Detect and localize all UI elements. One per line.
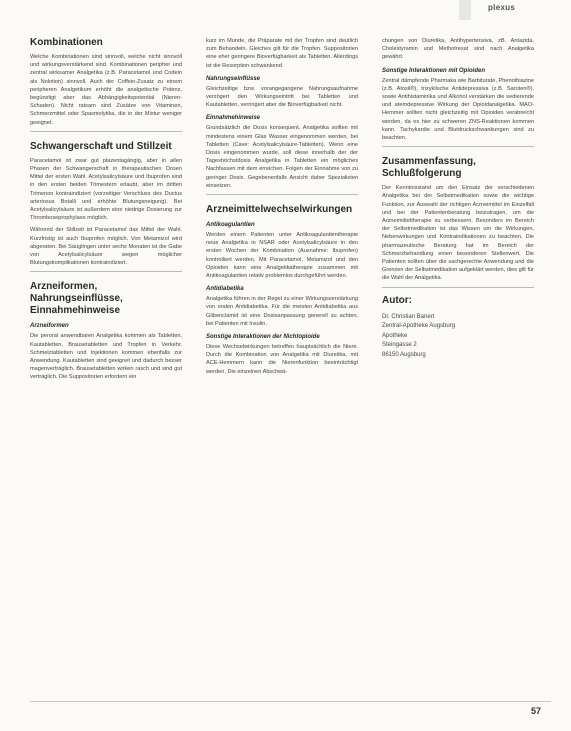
separator [382,287,534,289]
paragraph-continued: kurz im Munde, die Präparate mit der Tropfen sind deutlich zum Behandeln. Gleiches gilt für die Tropfen. Suppositorien eine eher geringere Bioverfügbarkeit als Tabletten. Allerdings ist die Resorption schwankend. [206,38,358,69]
paragraph-einnahmehinweise: Grundsätzlich die Dosis konsequent. Analgetika sollten mit mindestens einem Glas Wasser eingenommen werden, bei Tabletten (Cave: Acetylsalicylsäure-Tabletten). Wenn eine Dosis eingenommen wurde, soll diese innerhalb der der Tageshöchstdosis Analgetika in Tabletten ein mögliches Nachfassen mit dem erreichen. Folgen der Einnahme von zu geringer Dosis. Gegebenenfalls Ansicht daher Spezialisten einsetzen. [206,125,358,189]
author-heading: Autor: [382,294,412,306]
column-2 [206,37,358,380]
separator [30,131,182,133]
author-city: 86150 Augsburg [382,351,426,358]
paragraph-antikoagulantien: Werden einem Patienten unter Antikoagulantientherapie neue Analgetika in NSAR oder Acetylsalicylsäure in den ersten Wochen der Kombination (Ausnahme: Ibuprofen) kontrolliert werden. Mit Paracetamol, Metamizol und den Opioiden kann eine Analgetikatherapie zusammen mit Antikoagulantien relativ problemlos durchgeführt werden. [206,232,358,280]
subheading-antikoagulantien: Antikoagulantien [206,222,255,229]
heading-schwangerschaft: Schwangerschaft und Stillzeit [30,140,172,152]
author-address [382,313,534,360]
subheading-arzneiformen: Arzneiformen [30,323,69,330]
author-org-type: Apotheke [382,332,408,339]
page-number: 57 [531,706,542,716]
paragraph-schwangerschaft-1: Paracetamol ist zwar gut plazentagängig, aber in allen Phasen der Schwangerschaft in therapeutischen Dosen Mittel der ersten Wahl. Acetylsalicylsäure und Ibuprofen sind in den ersten beiden Trimestern erlaubt, aber im dritten Trimenon kontraindiziert (vorzeitiger Verschluss des Ductus arteriosus Botalli und erhöhte Blutungsneigung). Bei Acetylsalicylsäure ist außerdem eine niedrige Dosierung zur Thromboseprophylaxe möglich. [30,157,182,222]
page-tab-marker [459,0,471,20]
running-head: plexus [488,3,516,12]
author-name: Dr. Christian Banert [382,313,435,320]
column-3 [382,37,534,360]
footer-rule [30,701,551,702]
separator [382,146,534,148]
subheading-antidiabetika: Antidiabetika [206,286,244,293]
separator [206,194,358,196]
paragraph-schwangerschaft-2: Während der Stillzeit ist Paracetamol das Mittel der Wahl. Kurzfristig ist auch Ibuprofen möglich. Von Metamizol wird abgeraten. Bei Säuglingen unter sechs Monaten ist die Gabe von Acetylsalicylsäure wegen möglicher Blutungskomplikationen kontraindiziert. [30,227,182,267]
paragraph-antidiabetika: Analgetika führen in der Regel zu einer Wirkungsverstärkung von oralen Antidiabetika. Für die meisten Antidiabetika aus Glibenclamid ist eine Dosisanpassung generell zu achten, bei Patienten mit Insulin. [206,296,358,327]
paragraph-zusammenfassung: Der Kenntnisstand um den Einsatz der verschiedenen Analgetika bei der Selbstmedikation sowie die wichtige Funktion, zur Auswahl der richtigen Arzneimittel im Einzelfall und bei der Patientenberatung beizutragen, um die Arzneimitteltherapie zu verbessern. Besonders im Bereich der Selbstmedikation ist das Wissen um die Wirkungen, Nebenwirkungen und Kontraindikationen zu beachten. Die pharmazeutische Beratung hat im Bereich der Schmerzbehandlung einen besonderen Stellenwert. Die Patienten sollten über die sachgerechte Anwendung und die Grenzen der Selbstmedikation aufgeklärt werden, dies gilt für die Wahl der Analgetika. [382,185,534,282]
paragraph-sonstige-interaktionen: Diese Wechselwirkungen betreffen hauptsächlich die Niere. Durch die Kombination von Analgetika mit Diuretika, mit ACE-Hemmern kann die Nierenfunktion beeinträchtigt werden. Die einzelnen Abschwä- [206,344,358,375]
heading-zusammenfassung: Zusammenfassung, Schlußfolgerung [382,156,476,180]
author-street: Steingasse 2 [382,342,417,349]
heading-kombinationen: Kombinationen [30,37,103,48]
subheading-sonstige-interaktionen: Sonstige Interaktionen der Nichtopioide [206,334,320,341]
heading-arzneiformen: Arzneiformen, Nahrungseinflüsse, Einnahmehinweise [30,281,123,317]
paragraph-opioide: Zentral dämpfende Pharmaka wie Barbiturate, Phenothiazine (z.B. Atosil®), trizyklische Antidepressiva (z.B. Saroten®), sowie Antihistaminika und Alkohol verstärken die sedierende und atemdepressive Wirkung der Opioidanalgetika. MAO-Hemmer sollten nicht gleichzeitig mit Opioiden verabreicht werden, da es hier zu schweren ZNS-Reaktionen kommen kann. Tachykardie und Blutdruckschwankungen sind zu beachten. [382,77,534,142]
subheading-nahrungseinfluesse: Nahrungseinflüsse [206,75,261,82]
author-org: Zentral-Apotheke Augsburg [382,323,456,330]
paragraph-continued: chungen von Diuretika, Antihypertensiva, zB. Antazida, Cholestyramin und Methotrexat sind nach Analgetika gewährt. [382,38,534,61]
subheading-opioide: Sonstige Interaktionen mit Opioiden [382,67,486,74]
paragraph-arzneiformen: Die peroral anwendbaren Analgetika kommen als Tabletten, Kautabletten, Brausetabletten und Tropfen in Verkehr. Schmelztabletten und Injektionen kommen ebenfalls zur Anwendung. Kautabletten sind geeignet und dadurch besser magenverträglich. Brausetabletten wirken rasch und sind gut verträglich. Die Suppositorien erfordern ein [30,333,182,381]
separator [30,271,182,273]
paragraph-kombinationen: Welche Kombinationen sind sinnvoll, welche nicht sinnvoll und wirkungsverstärkend sind. Kombinationen peripher und zentral wirksamer Analgetika (z.B. Paracetamol und Codein als Nolotion) sinnvoll. Auch der Coffein-Zusatz zu einem peripheren Analgetikum erhöht die analgetische Potenz, begünstigt aber das Abhängigkeitspotential (Nieren-Schaden). Nicht ratsam sind Zusätze von Vitaminen, Schmerzmittel oder Spasmolytika, die in der Mixtur weniger geeignet. [30,54,182,126]
column-1 [30,37,182,386]
paragraph-nahrungseinfluesse: Gleichzeitige bzw. vorangegangene Nahrungsaufnahme verzögert den Wirkungseintritt bei Tabletten und Kautabletten, verringert aber die Bioverfügbarkeit nicht. [206,85,358,109]
heading-wechselwirkungen: Arzneimittelwechselwirkungen [206,204,353,216]
subheading-einnahmehinweise: Einnahmehinweise [206,115,261,122]
